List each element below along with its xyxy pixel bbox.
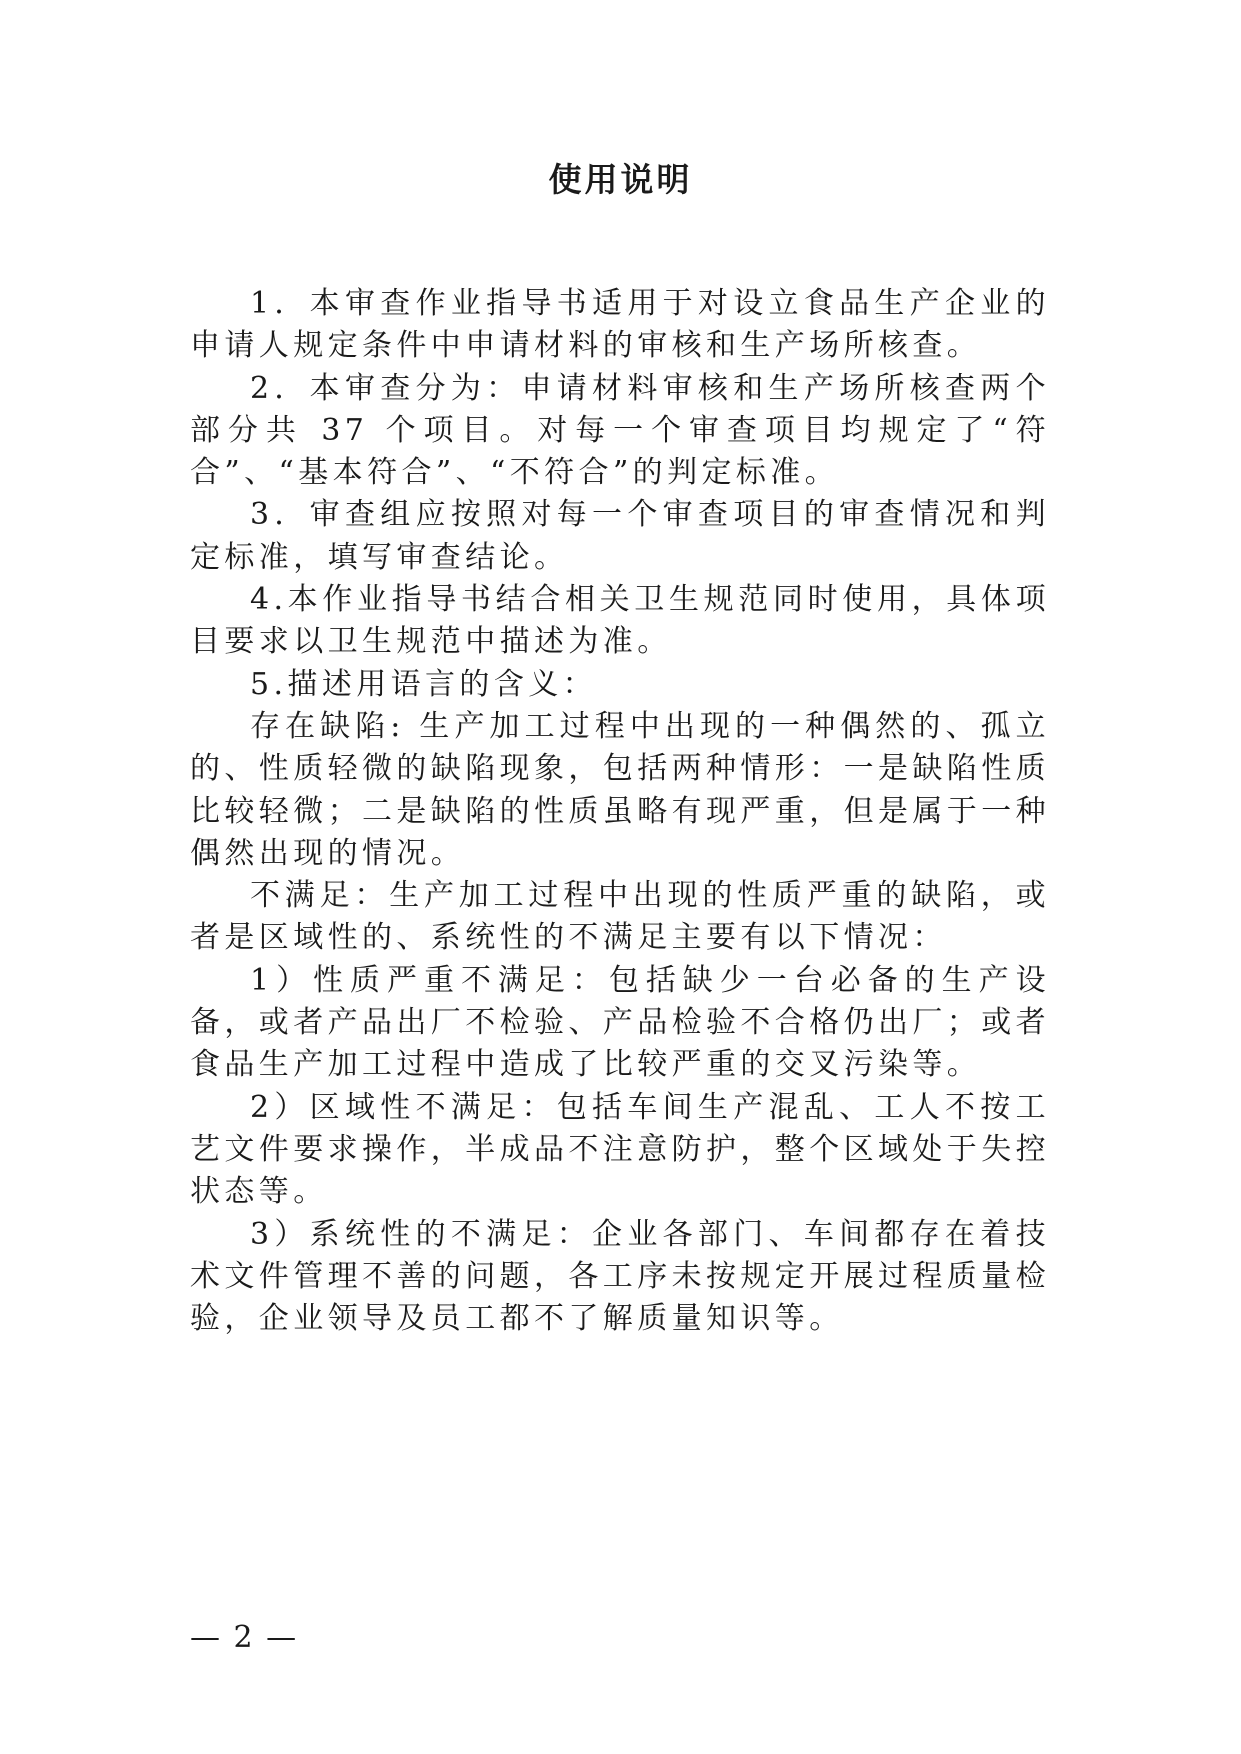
paragraph-3: 3．审查组应按照对每一个审查项目的审查情况和判定标准，填写审查结论。 [190,497,1050,575]
paragraph-severe-nonconformity: 1）性质严重不满足：包括缺少一台必备的生产设备，或者产品出厂不检验、产品检验不合格仍出厂；或者食品生产加工过程中造成了比较严重的交叉污染等。 [190,962,1050,1083]
paragraph-regional-nonconformity: 2）区域性不满足：包括车间生产混乱、工人不按工艺文件要求操作，半成品不注意防护，整个区域处于失控状态等。 [190,1089,1050,1210]
document-body [190,283,1050,1340]
paragraph-1: 1．本审查作业指导书适用于对设立食品生产企业的申请人规定条件中申请材料的审核和生产场所核查。 [190,286,1050,364]
paragraph-systemic-nonconformity: 3）系统性的不满足：企业各部门、车间都存在着技术文件管理不善的问题，各工序未按规定开展过程质量检验，企业领导及员工都不了解质量知识等。 [190,1216,1050,1337]
paragraph-nonconformity-definition: 不满足：生产加工过程中出现的性质严重的缺陷，或者是区域性的、系统性的不满足主要有以下情况： [190,878,1050,956]
paragraph-2: 2．本审查分为：申请材料审核和生产场所核查两个部分共 37 个项目。对每一个审查项目均规定了“符合”、“基本符合”、“不符合”的判定标准。 [190,370,1050,491]
page-title: 使用说明 [548,160,693,199]
paragraph-5: 5.描述用语言的含义： [250,666,598,702]
page-number: — 2 — [190,1620,299,1655]
paragraph-defect-definition: 存在缺陷: 生产加工过程中出现的一种偶然的、孤立的、性质轻微的缺陷现象，包括两种情形：一是缺陷性质比较轻微；二是缺陷的性质虽略有现严重，但是属于一种偶然出现的情况。 [190,708,1050,871]
paragraph-4: 4.本作业指导书结合相关卫生规范同时使用，具体项目要求以卫生规范中描述为准。 [190,582,1050,660]
